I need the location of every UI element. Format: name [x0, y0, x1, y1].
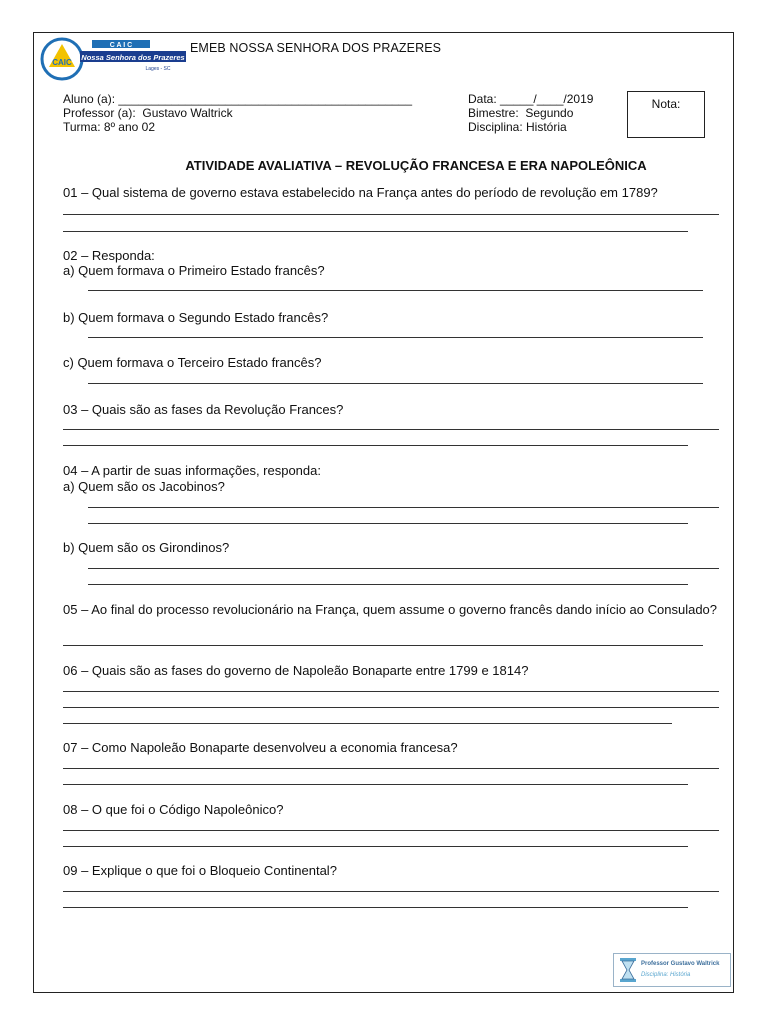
question-08: 08 – O que foi o Código Napoleônico? — [63, 802, 284, 817]
answer-line[interactable] — [63, 645, 703, 646]
stamp-professor-name: Professor Gustavo Waltrick — [641, 961, 720, 967]
question-06: 06 – Quais são as fases do governo de Napoleão Bonaparte entre 1799 e 1814? — [63, 663, 529, 678]
answer-line[interactable] — [63, 784, 688, 785]
question-02: 02 – Responda: — [63, 248, 155, 263]
answer-line[interactable] — [63, 707, 719, 708]
answer-line[interactable] — [63, 445, 688, 446]
question-02a: a) Quem formava o Primeiro Estado francês? — [63, 263, 325, 278]
logo-text-top: C A I C — [109, 42, 133, 49]
answer-line[interactable] — [63, 768, 719, 769]
student-info — [63, 92, 412, 134]
answer-line[interactable] — [88, 507, 719, 508]
school-name: EMEB NOSSA SENHORA DOS PRAZERES — [190, 41, 442, 55]
question-02c: c) Quem formava o Terceiro Estado francês? — [63, 355, 322, 370]
aluno-field[interactable]: Aluno (a): ____________________________________________ — [63, 92, 413, 106]
answer-line[interactable] — [63, 723, 672, 724]
answer-line[interactable] — [88, 568, 719, 569]
nota-label: Nota: — [651, 97, 681, 111]
question-01: 01 – Qual sistema de governo estava estabelecido na França antes do período de revolução em 1789? — [63, 185, 658, 200]
answer-line[interactable] — [63, 429, 719, 430]
answer-line[interactable] — [88, 290, 703, 291]
answer-line[interactable] — [88, 337, 703, 338]
answer-line[interactable] — [63, 891, 719, 892]
logo-text-banner: Nossa Senhora dos Prazeres — [81, 53, 185, 62]
question-02b: b) Quem formava o Segundo Estado francês? — [63, 310, 329, 325]
question-04: 04 – A partir de suas informações, responda: — [63, 463, 321, 478]
hourglass-icon — [618, 957, 638, 983]
turma-label: Turma: 8º ano 02 — [63, 120, 155, 134]
answer-line[interactable] — [63, 830, 719, 831]
data-field[interactable]: Data: _____/____/2019 — [468, 92, 594, 106]
answer-line[interactable] — [88, 584, 688, 585]
page-border — [33, 32, 734, 993]
logo-badge: CAIC — [52, 58, 72, 67]
question-05: 05 – Ao final do processo revolucionário na França, quem assume o governo francês dando início ao Consulado? — [63, 602, 718, 617]
nota-box[interactable] — [627, 91, 705, 138]
answer-line[interactable] — [88, 383, 703, 384]
professor-label: Professor (a): Gustavo Waltrick — [63, 106, 233, 120]
disciplina-label: Disciplina: História — [468, 120, 567, 134]
question-07: 07 – Como Napoleão Bonaparte desenvolveu a economia francesa? — [63, 740, 458, 755]
question-03: 03 – Quais são as fases da Revolução Frances? — [63, 402, 344, 417]
answer-line[interactable] — [63, 907, 688, 908]
question-04b: b) Quem são os Girondinos? — [63, 540, 230, 555]
stamp-discipline: Disciplina: História — [641, 972, 691, 978]
answer-line[interactable] — [63, 214, 719, 215]
logo-text-small: Lages - SC — [145, 66, 171, 72]
bimestre-label: Bimestre: Segundo — [468, 106, 574, 120]
answer-line[interactable] — [63, 846, 688, 847]
question-09: 09 – Explique o que foi o Bloqueio Continental? — [63, 863, 337, 878]
answer-line[interactable] — [88, 523, 688, 524]
answer-line[interactable] — [63, 231, 688, 232]
answer-line[interactable] — [63, 691, 719, 692]
question-04a: a) Quem são os Jacobinos? — [63, 479, 225, 494]
professor-stamp — [613, 953, 731, 987]
course-info — [468, 92, 593, 134]
school-logo — [40, 36, 188, 82]
page-title: ATIVIDADE AVALIATIVA – REVOLUÇÃO FRANCESA E ERA NAPOLEÔNICA — [185, 158, 647, 173]
